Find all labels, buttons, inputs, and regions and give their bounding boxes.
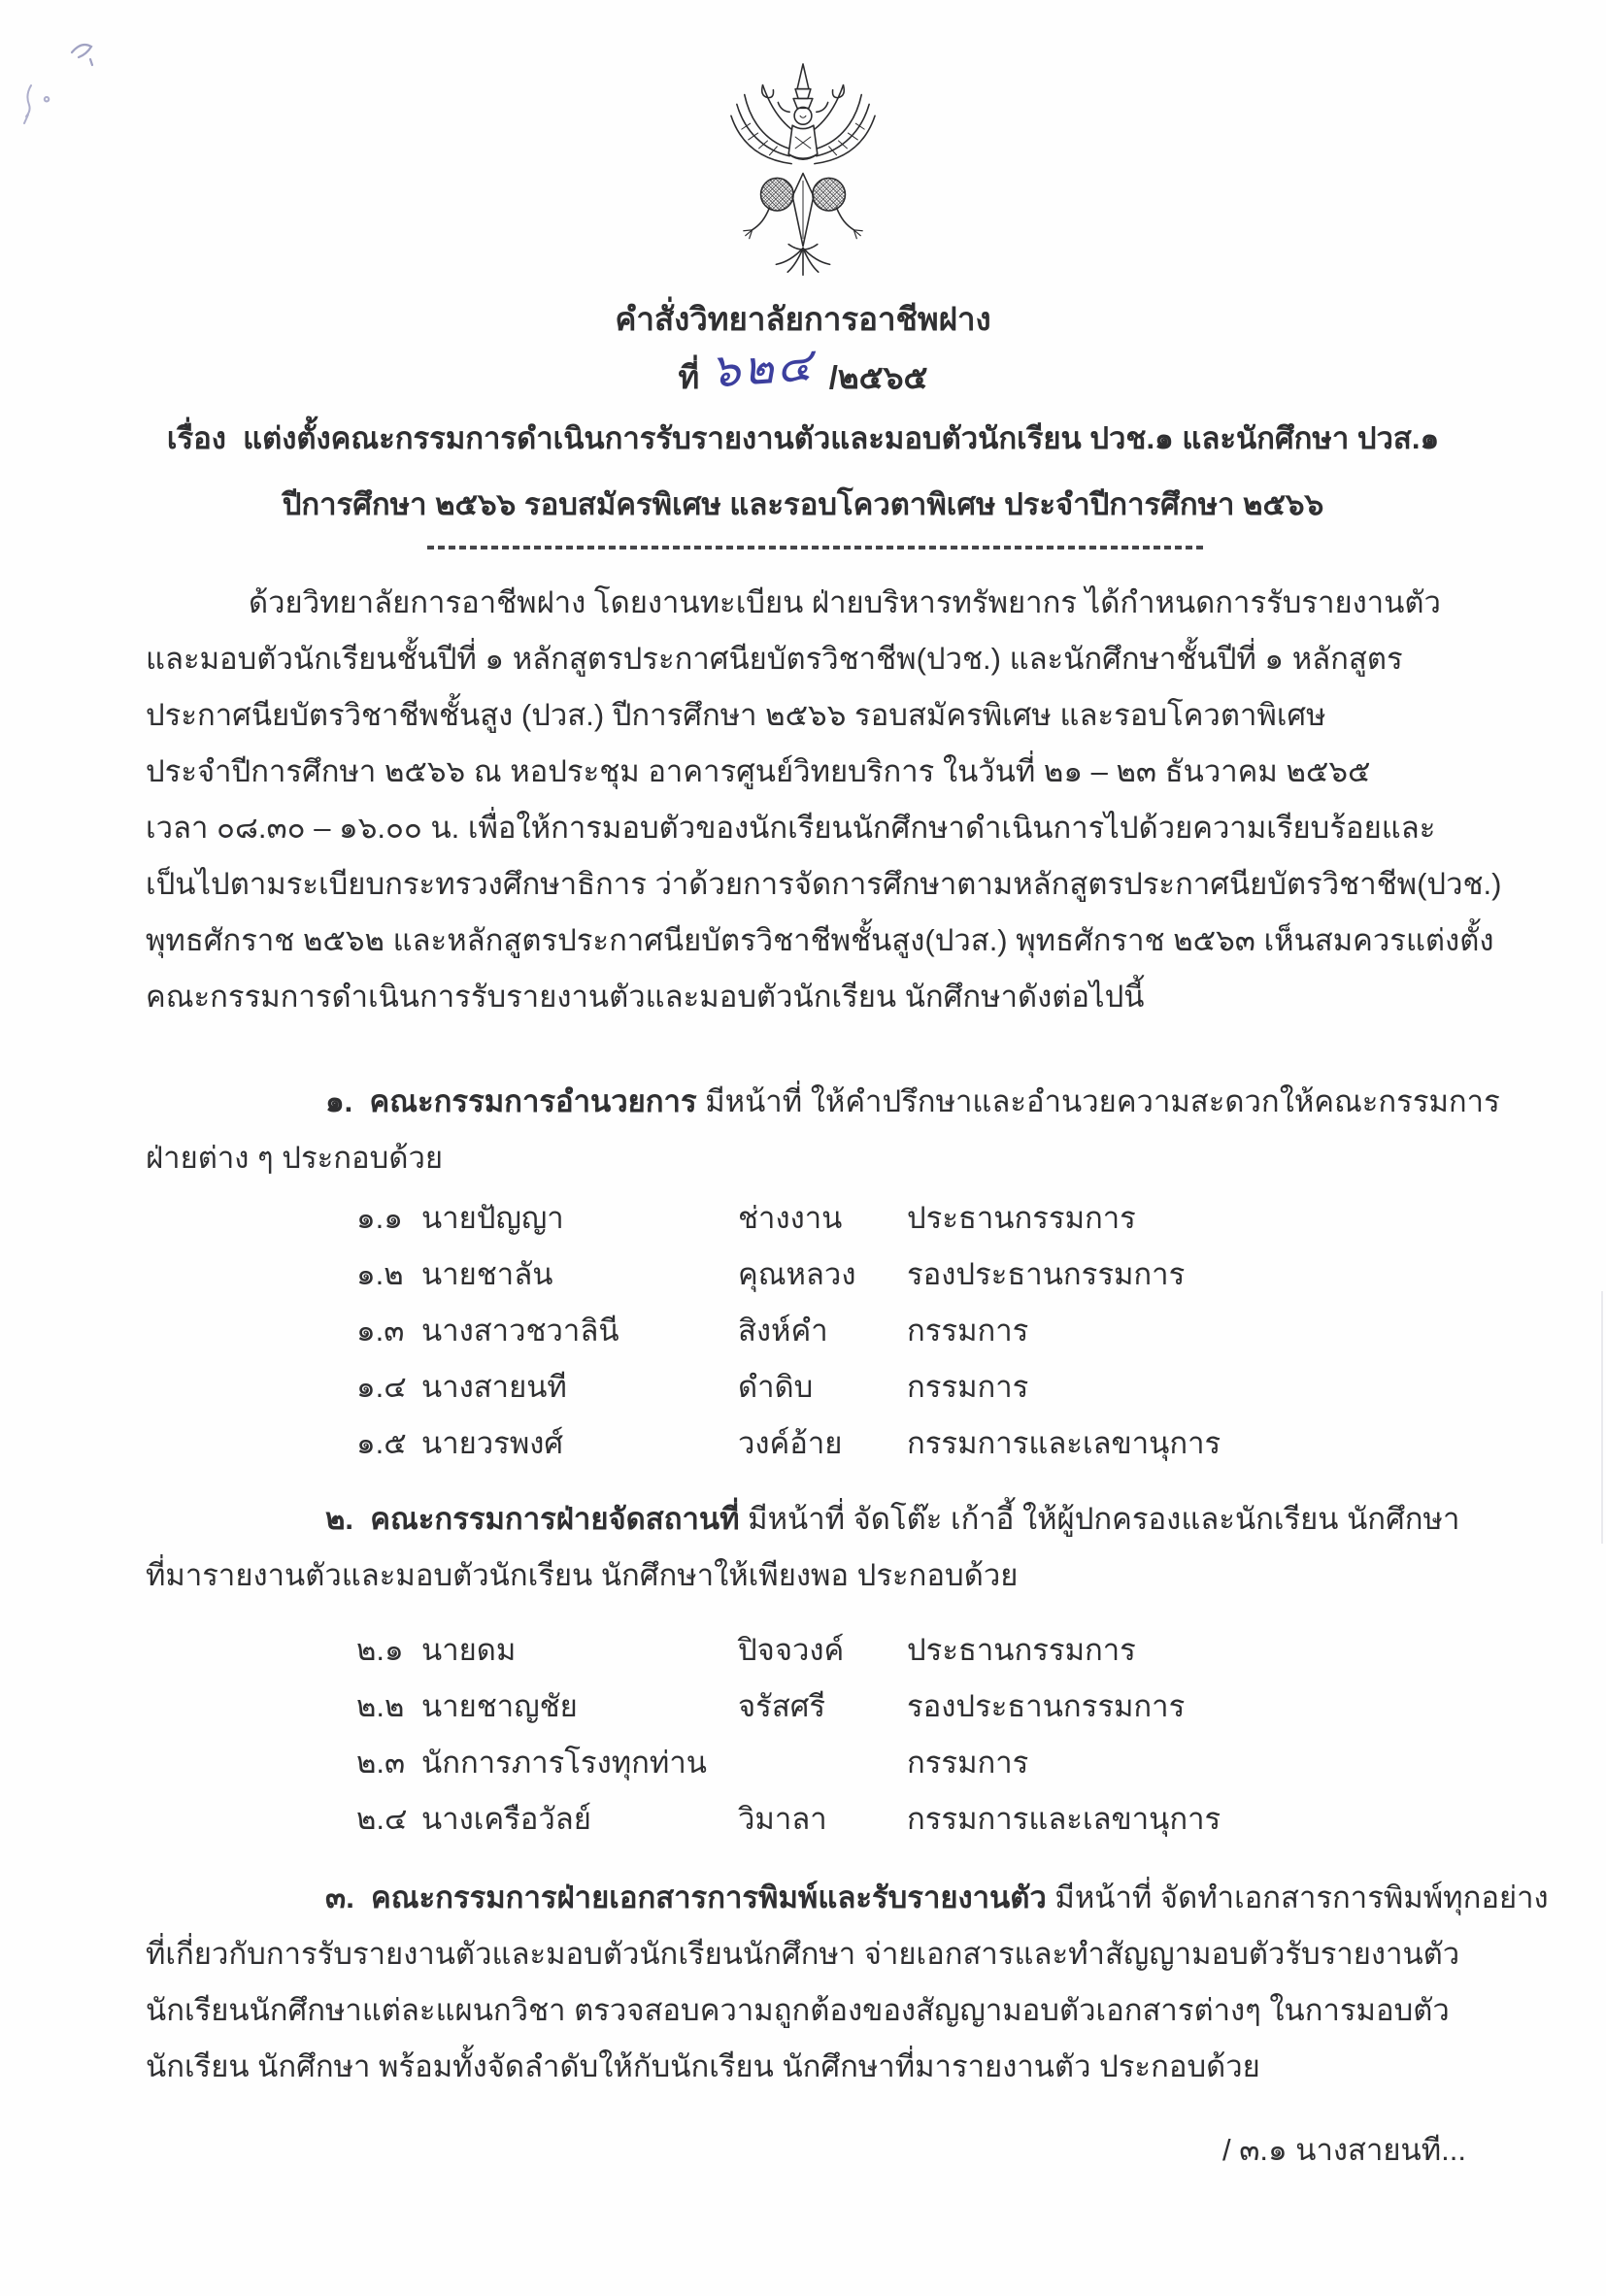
member-number: ๒.๓ xyxy=(356,1746,406,1780)
member-number: ๑.๓ xyxy=(356,1314,405,1348)
section-2-title: ๒. คณะกรรมการฝ่ายจัดสถานที่ xyxy=(325,1502,740,1536)
table-row xyxy=(356,1679,1509,1735)
member-number: ๑.๕ xyxy=(356,1426,407,1460)
member-role: กรรมการและเลขานุการ xyxy=(907,1802,1221,1836)
member-role: ประธานกรรมการ xyxy=(907,1201,1136,1235)
dashed-separator xyxy=(427,546,1206,549)
section-1-heading xyxy=(146,1074,1500,1130)
member-role: กรรมการและเลขานุการ xyxy=(907,1426,1221,1460)
member-number: ๒.๔ xyxy=(356,1802,408,1836)
member-role: กรรมการ xyxy=(907,1370,1029,1404)
member-surname: จรัสศรี xyxy=(738,1689,826,1723)
table-row xyxy=(356,1190,1509,1247)
member-role: รองประธานกรรมการ xyxy=(907,1257,1186,1291)
order-number-line xyxy=(0,339,1606,410)
table-row xyxy=(356,1735,1509,1791)
table-row xyxy=(356,1415,1509,1472)
member-role: กรรมการ xyxy=(907,1314,1029,1348)
member-name: นายชาญชัย xyxy=(421,1689,578,1723)
member-role: ประธานกรรมการ xyxy=(907,1633,1136,1667)
member-surname: คุณหลวง xyxy=(738,1257,856,1291)
section-3-title: ๓. คณะกรรมการฝ่ายเอกสารการพิมพ์และรับรายงานตัว xyxy=(325,1880,1047,1914)
continuation-note: / ๓.๑ นางสายนที... xyxy=(1221,2133,1466,2167)
member-name: นายชาลัน xyxy=(421,1257,553,1291)
intro-line: ประกาศนียบัตรวิชาชีพชั้นสูง (ปวส.) ปีการศึกษา ๒๕๖๖ รอบสมัครพิเศษ และรอบโควตาพิเศษ xyxy=(146,698,1326,732)
member-role: กรรมการ xyxy=(907,1746,1029,1780)
section-2 xyxy=(146,1491,1466,1604)
intro-line: เวลา ๐๘.๓๐ – ๑๖.๐๐ น. เพื่อให้การมอบตัวของนักเรียนนักศึกษาดำเนินการไปด้วยความเรียบร้อยและ xyxy=(146,811,1436,845)
member-surname: วิมาลา xyxy=(738,1802,827,1836)
section-1-title: ๑. คณะกรรมการอำนวยการ xyxy=(325,1084,697,1118)
order-number-prefix: ที่ xyxy=(678,359,700,395)
order-number-suffix: /๒๕๖๕ xyxy=(828,359,928,395)
table-row xyxy=(356,1359,1509,1415)
intro-line: ด้วยวิทยาลัยการอาชีพฝาง โดยงานทะเบียน ฝ่ายบริหารทรัพยากร ได้กำหนดการรับรายงานตัว xyxy=(249,585,1441,619)
section-2-heading xyxy=(146,1491,1466,1547)
table-row xyxy=(356,1791,1509,1847)
subject-line-1: เรื่อง แต่งตั้งคณะกรรมการดำเนินการรับรายงานตัวและมอบตัวนักเรียน ปวช.๑ และนักศึกษา ปวส.๑ xyxy=(166,421,1440,455)
section-2-duty: มีหน้าที่ จัดโต๊ะ เก้าอี้ ให้ผู้ปกครองและนักเรียน นักศึกษา xyxy=(739,1502,1460,1536)
member-surname xyxy=(738,1735,907,1791)
subject-line-2: ปีการศึกษา ๒๕๖๖ รอบสมัครพิเศษ และรอบโควตาพิเศษ ประจำปีการศึกษา ๒๕๖๖ xyxy=(282,487,1324,521)
section-2-member-table xyxy=(356,1622,1509,1847)
page-title: คำสั่งวิทยาลัยการอาชีพฝาง xyxy=(615,301,991,337)
table-row xyxy=(356,1303,1509,1359)
section-3-heading xyxy=(146,1870,1549,1926)
member-surname: ปิจจวงค์ xyxy=(738,1633,845,1667)
section-2-heading-cont: ที่มารายงานตัวและมอบตัวนักเรียน นักศึกษาให้เพียงพอ ประกอบด้วย xyxy=(146,1558,1019,1592)
section-1-heading-cont: ฝ่ายต่าง ๆ ประกอบด้วย xyxy=(146,1141,444,1175)
member-role: รองประธานกรรมการ xyxy=(907,1689,1186,1723)
member-surname: วงค์อ้าย xyxy=(738,1426,843,1460)
member-number: ๑.๒ xyxy=(356,1257,404,1291)
member-name: นางเครือวัลย์ xyxy=(421,1802,591,1836)
section-3 xyxy=(146,1870,1549,2095)
member-number: ๒.๒ xyxy=(356,1689,405,1723)
intro-line: พุทธศักราช ๒๕๖๒ และหลักสูตรประกาศนียบัตรวิชาชีพชั้นสูง(ปวส.) พุทธศักราช ๒๕๖๓ เห็นสมควรแต่งตั้ง xyxy=(146,923,1494,957)
section-3-line: นักเรียน นักศึกษา พร้อมทั้งจัดลำดับให้กับนักเรียน นักศึกษาที่มารายงานตัว ประกอบด้วย xyxy=(146,2049,1260,2083)
order-number-handwritten: ๖๒๔ xyxy=(709,339,818,398)
intro-line: เป็นไปตามระเบียบกระทรวงศึกษาธิการ ว่าด้วยการจัดการศึกษาตามหลักสูตรประกาศนียบัตรวิชาชีพ(ปวช.) xyxy=(146,867,1502,901)
section-3-duty: มีหน้าที่ จัดทำเอกสารการพิมพ์ทุกอย่าง xyxy=(1046,1880,1549,1914)
intro-line: และมอบตัวนักเรียนชั้นปีที่ ๑ หลักสูตรประกาศนียบัตรวิชาชีพ(ปวช.) และนักศึกษาชั้นปีที่ ๑ หลักสูตร xyxy=(146,642,1403,676)
section-3-line: ที่เกี่ยวกับการรับรายงานตัวและมอบตัวนักเรียนนักศึกษา จ่ายเอกสารและทำสัญญามอบตัวรับรายงานตัว xyxy=(146,1937,1460,1971)
member-name: นายปัญญา xyxy=(421,1201,564,1235)
intro-paragraph xyxy=(146,575,1502,1025)
section-3-line: นักเรียนนักศึกษาแต่ละแผนกวิชา ตรวจสอบความถูกต้องของสัญญามอบตัวเอกสารต่างๆ ในการมอบตัว xyxy=(146,1993,1450,2027)
member-name: นางสายนที xyxy=(421,1370,567,1404)
member-name: นายวรพงศ์ xyxy=(421,1426,564,1460)
member-number: ๑.๑ xyxy=(356,1201,403,1235)
table-row xyxy=(356,1622,1509,1679)
member-surname: สิงห์คำ xyxy=(738,1314,828,1348)
member-surname: ช่างงาน xyxy=(738,1201,843,1235)
member-number: ๒.๑ xyxy=(356,1633,404,1667)
table-row xyxy=(356,1247,1509,1303)
garuda-emblem-icon xyxy=(721,60,885,290)
intro-line: ประจำปีการศึกษา ๒๕๖๖ ณ หอประชุม อาคารศูนย์วิทยบริการ ในวันที่ ๒๑ – ๒๓ ธันวาคม ๒๕๖๕ xyxy=(146,754,1371,788)
member-number: ๑.๔ xyxy=(356,1370,407,1404)
member-name: นักการภารโรงทุกท่าน xyxy=(421,1746,707,1780)
section-1-duty: มีหน้าที่ ให้คำปรึกษาและอำนวยความสะดวกให้คณะกรรมการ xyxy=(696,1084,1500,1118)
scan-edge-artifact xyxy=(1601,1291,1603,1544)
section-1 xyxy=(146,1074,1500,1186)
intro-line: คณะกรรมการดำเนินการรับรายงานตัวและมอบตัวนักเรียน นักศึกษาดังต่อไปนี้ xyxy=(146,980,1145,1014)
member-name: นางสาวชวาลินี xyxy=(421,1314,619,1348)
emblem-container xyxy=(0,60,1606,295)
section-1-member-table xyxy=(356,1190,1509,1472)
member-name: นายดม xyxy=(421,1633,517,1667)
member-surname: ดำดิบ xyxy=(738,1370,814,1404)
